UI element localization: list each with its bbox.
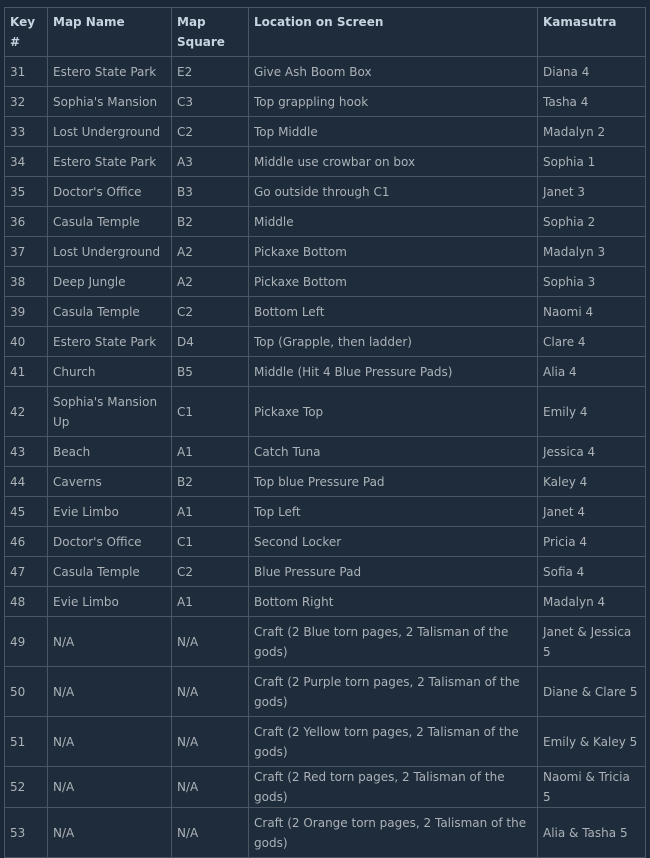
cell-location: Bottom Right [249,587,538,617]
cell-kamasutra: Madalyn 3 [538,237,646,267]
table-row [5,527,646,557]
cell-kamasutra: Jessica 4 [538,437,646,467]
cell-location: Pickaxe Top [249,387,538,437]
cell-location: Craft (2 Yellow torn pages, 2 Talisman of the gods) [249,717,538,767]
cell-map-name: Evie Limbo [48,497,172,527]
cell-map-name: Sophia's Mansion Up [48,387,172,437]
table-row [5,808,646,858]
cell-key: 49 [5,617,48,667]
table-row [5,587,646,617]
cell-location: Pickaxe Bottom [249,237,538,267]
cell-map-name: Estero State Park [48,57,172,87]
cell-map-square: N/A [172,808,249,858]
cell-kamasutra: Diane & Clare 5 [538,667,646,717]
table-body [5,57,646,858]
cell-kamasutra: Clare 4 [538,327,646,357]
cell-location: Craft (2 Purple torn pages, 2 Talisman of the gods) [249,667,538,717]
table-row [5,387,646,437]
cell-location: Middle (Hit 4 Blue Pressure Pads) [249,357,538,387]
cell-key: 44 [5,467,48,497]
cell-location: Bottom Left [249,297,538,327]
cell-map-name: N/A [48,767,172,808]
cell-map-name: Doctor's Office [48,527,172,557]
cell-map-name: Church [48,357,172,387]
cell-key: 35 [5,177,48,207]
cell-location: Top Middle [249,117,538,147]
cell-kamasutra: Sofia 4 [538,557,646,587]
table-row [5,667,646,717]
table-row [5,267,646,297]
cell-map-square: A1 [172,497,249,527]
cell-kamasutra: Alia 4 [538,357,646,387]
cell-key: 41 [5,357,48,387]
table-row [5,87,646,117]
cell-map-name: Doctor's Office [48,177,172,207]
header-map-square: Map Square [172,8,249,57]
cell-key: 39 [5,297,48,327]
cell-location: Pickaxe Bottom [249,267,538,297]
table-row [5,767,646,808]
cell-kamasutra: Madalyn 4 [538,587,646,617]
cell-key: 42 [5,387,48,437]
cell-map-square: A1 [172,437,249,467]
cell-key: 37 [5,237,48,267]
cell-kamasutra: Alia & Tasha 5 [538,808,646,858]
cell-location: Second Locker [249,527,538,557]
cell-map-name: Evie Limbo [48,587,172,617]
cell-map-square: B2 [172,467,249,497]
cell-map-square: B5 [172,357,249,387]
guide-table-container [4,7,645,858]
cell-kamasutra: Janet 4 [538,497,646,527]
table-row [5,357,646,387]
cell-key: 52 [5,767,48,808]
cell-map-square: N/A [172,667,249,717]
cell-map-name: Sophia's Mansion [48,87,172,117]
table-row [5,177,646,207]
table-row [5,557,646,587]
header-map-name: Map Name [48,8,172,57]
table-row [5,497,646,527]
cell-key: 32 [5,87,48,117]
cell-map-name: Estero State Park [48,147,172,177]
header-row [5,8,646,57]
cell-map-square: C2 [172,117,249,147]
table-row [5,207,646,237]
cell-map-square: C2 [172,297,249,327]
cell-key: 40 [5,327,48,357]
cell-map-name: Casula Temple [48,207,172,237]
table-row [5,237,646,267]
cell-kamasutra: Kaley 4 [538,467,646,497]
cell-map-name: N/A [48,617,172,667]
cell-map-square: N/A [172,717,249,767]
cell-map-square: B3 [172,177,249,207]
table-row [5,57,646,87]
cell-kamasutra: Naomi & Tricia 5 [538,767,646,808]
cell-map-square: A2 [172,237,249,267]
cell-map-name: N/A [48,667,172,717]
cell-map-square: N/A [172,767,249,808]
header-key: Key # [5,8,48,57]
table-row [5,117,646,147]
cell-map-square: N/A [172,617,249,667]
cell-map-square: A2 [172,267,249,297]
cell-key: 51 [5,717,48,767]
cell-key: 31 [5,57,48,87]
cell-location: Blue Pressure Pad [249,557,538,587]
cell-kamasutra: Pricia 4 [538,527,646,557]
cell-kamasutra: Janet & Jessica 5 [538,617,646,667]
cell-location: Craft (2 Orange torn pages, 2 Talisman of the gods) [249,808,538,858]
cell-kamasutra: Sophia 1 [538,147,646,177]
cell-kamasutra: Tasha 4 [538,87,646,117]
cell-map-square: A1 [172,587,249,617]
cell-key: 48 [5,587,48,617]
table-row [5,297,646,327]
table-row [5,467,646,497]
cell-location: Top blue Pressure Pad [249,467,538,497]
cell-map-square: B2 [172,207,249,237]
collectibles-table [4,7,646,858]
cell-kamasutra: Diana 4 [538,57,646,87]
table-row [5,327,646,357]
cell-location: Middle use crowbar on box [249,147,538,177]
cell-map-name: Lost Underground [48,237,172,267]
cell-map-square: C3 [172,87,249,117]
cell-map-name: Beach [48,437,172,467]
cell-location: Go outside through C1 [249,177,538,207]
cell-map-name: N/A [48,717,172,767]
cell-key: 46 [5,527,48,557]
cell-key: 50 [5,667,48,717]
cell-map-square: D4 [172,327,249,357]
cell-location: Craft (2 Blue torn pages, 2 Talisman of the gods) [249,617,538,667]
cell-map-name: Deep Jungle [48,267,172,297]
cell-location: Craft (2 Red torn pages, 2 Talisman of the gods) [249,767,538,808]
cell-location: Top Left [249,497,538,527]
cell-map-square: C1 [172,387,249,437]
cell-map-name: N/A [48,808,172,858]
cell-kamasutra: Madalyn 2 [538,117,646,147]
cell-key: 36 [5,207,48,237]
cell-key: 38 [5,267,48,297]
cell-kamasutra: Emily & Kaley 5 [538,717,646,767]
cell-map-name: Estero State Park [48,327,172,357]
cell-location: Give Ash Boom Box [249,57,538,87]
header-kamasutra: Kamasutra [538,8,646,57]
cell-key: 47 [5,557,48,587]
cell-map-name: Caverns [48,467,172,497]
table-row [5,147,646,177]
table-row [5,617,646,667]
cell-key: 43 [5,437,48,467]
cell-key: 33 [5,117,48,147]
cell-kamasutra: Emily 4 [538,387,646,437]
table-row [5,437,646,467]
cell-kamasutra: Sophia 2 [538,207,646,237]
cell-location: Catch Tuna [249,437,538,467]
cell-kamasutra: Sophia 3 [538,267,646,297]
cell-map-square: A3 [172,147,249,177]
cell-location: Middle [249,207,538,237]
cell-key: 45 [5,497,48,527]
cell-map-square: C1 [172,527,249,557]
cell-kamasutra: Naomi 4 [538,297,646,327]
cell-map-name: Casula Temple [48,557,172,587]
cell-key: 53 [5,808,48,858]
cell-location: Top (Grapple, then ladder) [249,327,538,357]
cell-map-name: Lost Underground [48,117,172,147]
header-location: Location on Screen [249,8,538,57]
cell-map-square: E2 [172,57,249,87]
cell-kamasutra: Janet 3 [538,177,646,207]
cell-location: Top grappling hook [249,87,538,117]
cell-map-square: C2 [172,557,249,587]
table-row [5,717,646,767]
cell-map-name: Casula Temple [48,297,172,327]
cell-key: 34 [5,147,48,177]
